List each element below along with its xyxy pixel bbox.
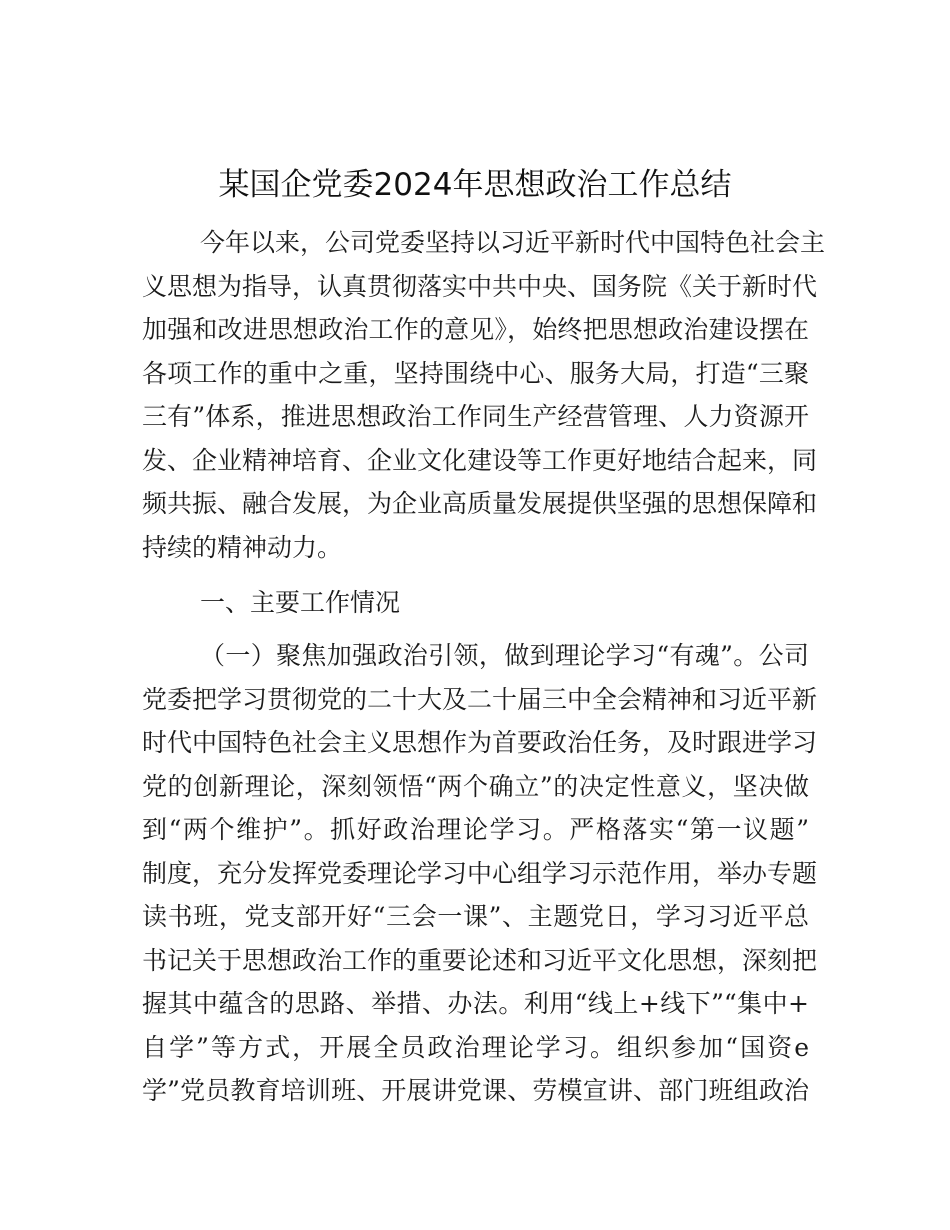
paragraph-line: 党委把学习贯彻党的二十大及二十届三中全会精神和习近平新 xyxy=(142,684,818,714)
paragraph-line: 加强和改进思想政治工作的意见》，始终把思想政治建设摆在 xyxy=(142,315,809,344)
paragraph-line: 今年以来，公司党委坚持以习近平新时代中国特色社会主 xyxy=(200,228,826,257)
paragraph-line: 自学”等方式，开展全员政治理论学习。组织参加“国资e xyxy=(142,1032,809,1062)
paragraph-line: 发、企业精神培育、企业文化建设等工作更好地结合起来，同 xyxy=(142,445,818,475)
paragraph-line: 制度，充分发挥党委理论学习中心组学习示范作用，举办专题 xyxy=(142,858,818,888)
paragraph-line: （一）聚焦加强政治引领，做到理论学习“有魂”。公司 xyxy=(200,641,809,670)
paragraph-line: 持续的精神动力。 xyxy=(142,532,343,562)
section-heading-text: 一、主要工作情况 xyxy=(200,588,401,617)
paragraph-line: 握其中蕴含的思路、举措、办法。利用“线上+线下”“集中+ xyxy=(142,989,809,1018)
paragraph-line: 各项工作的重中之重，坚持围绕中心、服务大局，打造“三聚 xyxy=(142,358,809,388)
section-paragraph xyxy=(142,634,818,1113)
document-title: 某国企党委2024年思想政治工作总结 xyxy=(218,167,732,203)
paragraph-line: 党的创新理论，深刻领悟“两个确立”的决定性意义，坚决做 xyxy=(142,771,809,801)
paragraph-line: 读书班，党支部开好“三会一课”、主题党日，学习习近平总 xyxy=(142,902,809,931)
paragraph-line: 频共振、融合发展，为企业高质量发展提供坚强的思想保障和 xyxy=(142,489,818,518)
paragraph-line: 义思想为指导，认真贯彻落实中共中央、国务院《关于新时代 xyxy=(142,271,818,301)
section-heading xyxy=(142,581,809,625)
paragraph-line: 书记关于思想政治工作的重要论述和习近平文化思想，深刻把 xyxy=(142,945,818,975)
intro-paragraph xyxy=(142,221,826,569)
paragraph-line: 学”党员教育培训班、开展讲党课、劳模宣讲、部门班组政治 xyxy=(142,1076,809,1105)
paragraph-line: 三有”体系，推进思想政治工作同生产经营管理、人力资源开 xyxy=(142,402,809,431)
paragraph-line: 时代中国特色社会主义思想作为首要政治任务，及时跟进学习 xyxy=(142,728,818,757)
paragraph-line: 到“两个维护”。抓好政治理论学习。严格落实“第一议题” xyxy=(142,815,809,844)
